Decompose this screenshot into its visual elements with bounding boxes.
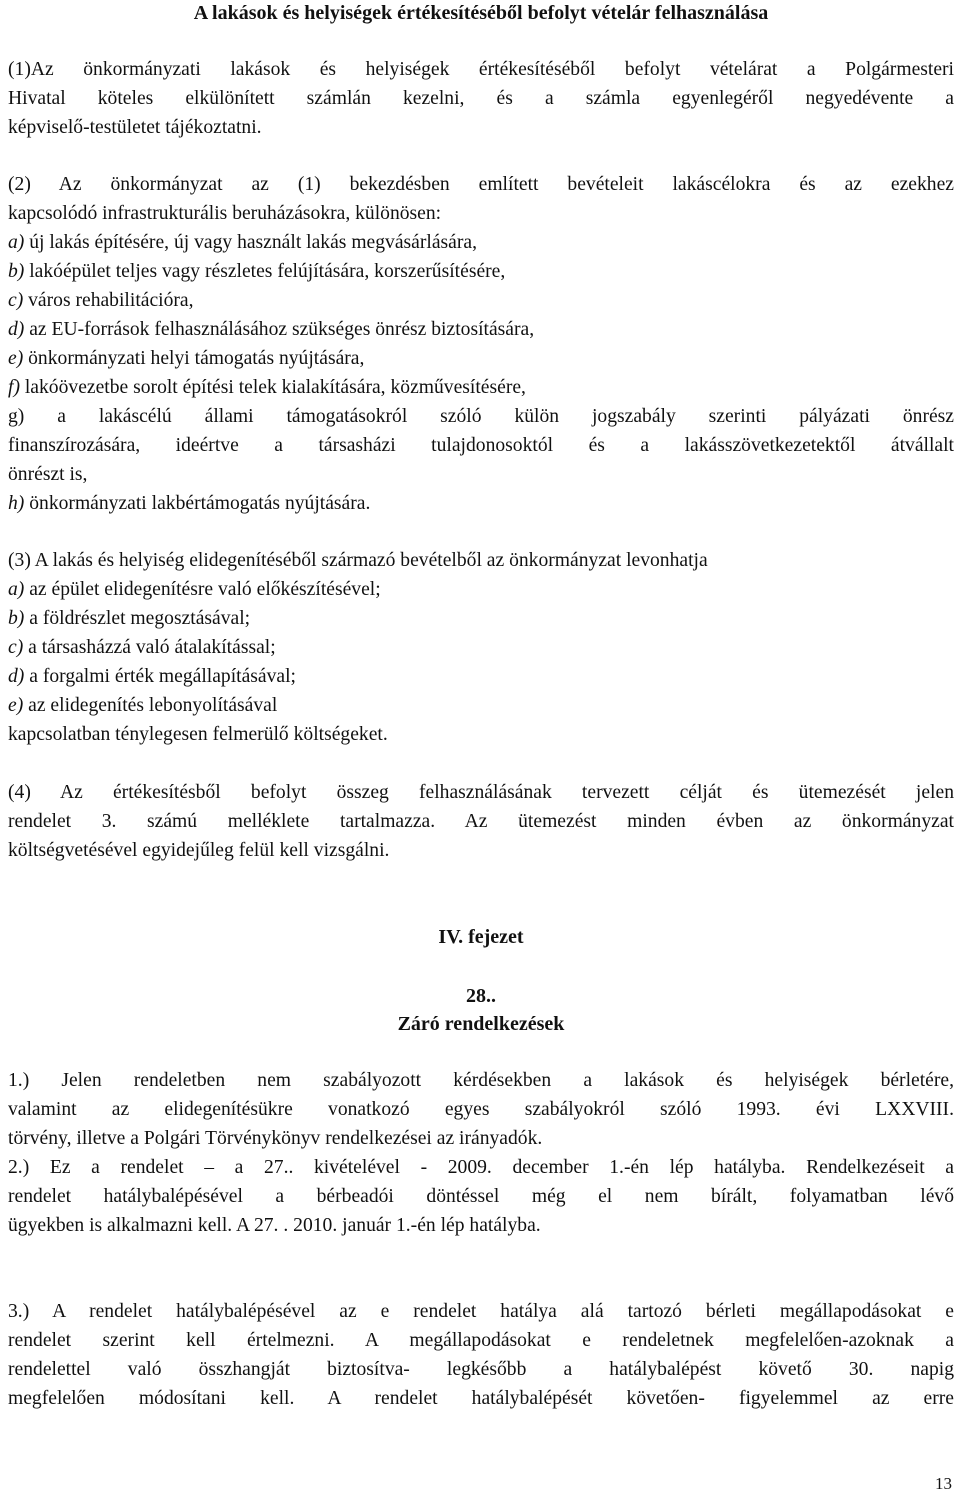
- closing-provision-3: [8, 1297, 954, 1413]
- text-line: rendelet szerint kell értelmezni. A megállapodásokat e rendeletnek megfelelően-azoknak a: [8, 1330, 954, 1351]
- list-item-text: lakóépület teljes vagy részletes felújítására, korszerűsítésére,: [24, 261, 506, 282]
- list-item-marker: e): [8, 695, 24, 716]
- section-number: 28..: [466, 985, 496, 1007]
- closing-provision-2: [8, 1153, 954, 1240]
- list-item-marker: d): [8, 666, 25, 687]
- list-item-text: önkormányzati lakbértámogatás nyújtására.: [24, 493, 371, 514]
- text-line: törvény, illetve a Polgári Törvénykönyv rendelkezései az irányadók.: [8, 1128, 543, 1149]
- text-line: (4) Az értékesítésből befolyt összeg felhasználásának tervezett célját és ütemezését jelen: [8, 782, 954, 803]
- list-item: [8, 228, 954, 257]
- chapter-heading: IV. fejezet: [438, 926, 524, 948]
- list-item-marker: f): [8, 377, 20, 398]
- list-item-marker: a): [8, 232, 25, 253]
- list-item-text: önkormányzati helyi támogatás nyújtására,: [23, 348, 365, 369]
- list-item: [8, 315, 954, 344]
- list-item-marker: b): [8, 261, 25, 282]
- closing-provision-1: [8, 1066, 954, 1153]
- list-item-text: város rehabilitációra,: [23, 290, 194, 311]
- list-item-marker: d): [8, 319, 25, 340]
- text-line: kapcsolatban ténylegesen felmerülő költségeket.: [8, 724, 388, 745]
- text-line: valamint az elidegenítésükre vonatkozó egyes szabályokról szóló 1993. évi LXXVIII.: [8, 1099, 954, 1120]
- text-line: (3) A lakás és helyiség elidegenítéséből származó bevételből az önkormányzat levonhatja: [8, 550, 708, 571]
- list-item-text: lakóövezetbe sorolt építési telek kialakítására, közművesítésére,: [19, 377, 526, 398]
- list-item: [8, 489, 954, 518]
- list-item: [8, 662, 954, 691]
- section-title: Záró rendelkezések: [397, 1013, 565, 1035]
- text-line: Hivatal köteles elkülönített számlán kezelni, és a számla egyenlegéről negyedévente a: [8, 88, 954, 109]
- list-item-text: új lakás építésére, új vagy használt lakás megvásárlására,: [24, 232, 477, 253]
- text-line: önrészt is,: [8, 464, 88, 485]
- list-item-marker: e): [8, 348, 24, 369]
- page-number: 13: [935, 1474, 952, 1493]
- list-item-text: az EU-források felhasználásához szükséges önrész biztosítására,: [24, 319, 535, 340]
- text-line: ügyekben is alkalmazni kell. A 27. . 2010. január 1.-én lép hatályba.: [8, 1215, 541, 1236]
- text-line: 1.) Jelen rendeletben nem szabályozott kérdésekben a lakások és helyiségek bérletére,: [8, 1070, 954, 1091]
- list-item-text: a forgalmi érték megállapításával;: [24, 666, 296, 687]
- paragraph-2: [8, 170, 954, 518]
- list-item-marker: h): [8, 493, 25, 514]
- text-line: (1)Az önkormányzati lakások és helyiségek értékesítéséből befolyt vételárat a Polgármesteri: [8, 59, 954, 80]
- list-item: [8, 691, 954, 720]
- text-line: finanszírozására, ideértve a társasházi tulajdonosoktól és a lakásszövetkezetektől átvállalt: [8, 435, 954, 456]
- list-item: [8, 575, 954, 604]
- text-line: képviselő-testületet tájékoztatni.: [8, 117, 262, 138]
- list-item: [8, 604, 954, 633]
- list-item-marker: c): [8, 290, 24, 311]
- text-line: kapcsolódó infrastrukturális beruházásokra, különösen:: [8, 203, 442, 224]
- list-item: [8, 286, 954, 315]
- list-item-text: a földrészlet megosztásával;: [24, 608, 251, 629]
- text-line: rendelet 3. számú melléklete tartalmazza. Az ütemezést minden évben az önkormányzat: [8, 811, 954, 832]
- text-line: rendelet hatálybalépésével a bérbeadói döntéssel még el nem bírált, folyamatban lévő: [8, 1186, 954, 1207]
- document-page: [8, 0, 954, 1502]
- paragraph-4: [8, 778, 954, 865]
- list-item: [8, 344, 954, 373]
- text-line: megfelelően módosítani kell. A rendelet hatálybalépését követően- figyelemmel az erre: [8, 1388, 954, 1409]
- list-item-text: az elidegenítés lebonyolításával: [23, 695, 278, 716]
- list-item: [8, 373, 954, 402]
- list-item: [8, 633, 954, 662]
- list-item-marker: c): [8, 637, 24, 658]
- text-line: 3.) A rendelet hatálybalépésével az e rendelet hatálya alá tartozó bérleti megállapodásokat e: [8, 1301, 954, 1322]
- paragraph-1: [8, 55, 954, 142]
- list-item-marker: b): [8, 608, 25, 629]
- list-item: [8, 257, 954, 286]
- text-line: költségvetésével egyidejűleg felül kell vizsgálni.: [8, 840, 390, 861]
- text-line: 2.) Ez a rendelet – a 27.. kivételével - 2009. december 1.-én lép hatályba. Rendelkezéseit a: [8, 1157, 954, 1178]
- text-line: g) a lakáscélú állami támogatásokról szóló külön jogszabály szerinti pályázati önrész: [8, 406, 954, 427]
- page-title: A lakások és helyiségek értékesítéséből befolyt vételár felhasználása: [193, 2, 769, 24]
- list-item-marker: a): [8, 579, 25, 600]
- paragraph-3: [8, 546, 954, 749]
- list-item-text: a társasházzá való átalakítással;: [23, 637, 276, 658]
- text-line: (2) Az önkormányzat az (1) bekezdésben említett bevételeit lakáscélokra és az ezekhez: [8, 174, 954, 195]
- text-line: rendelettel való összhangját biztosítva- legkésőbb a hatálybalépést követő 30. napig: [8, 1359, 954, 1380]
- list-item-text: az épület elidegenítésre való előkészítésével;: [24, 579, 381, 600]
